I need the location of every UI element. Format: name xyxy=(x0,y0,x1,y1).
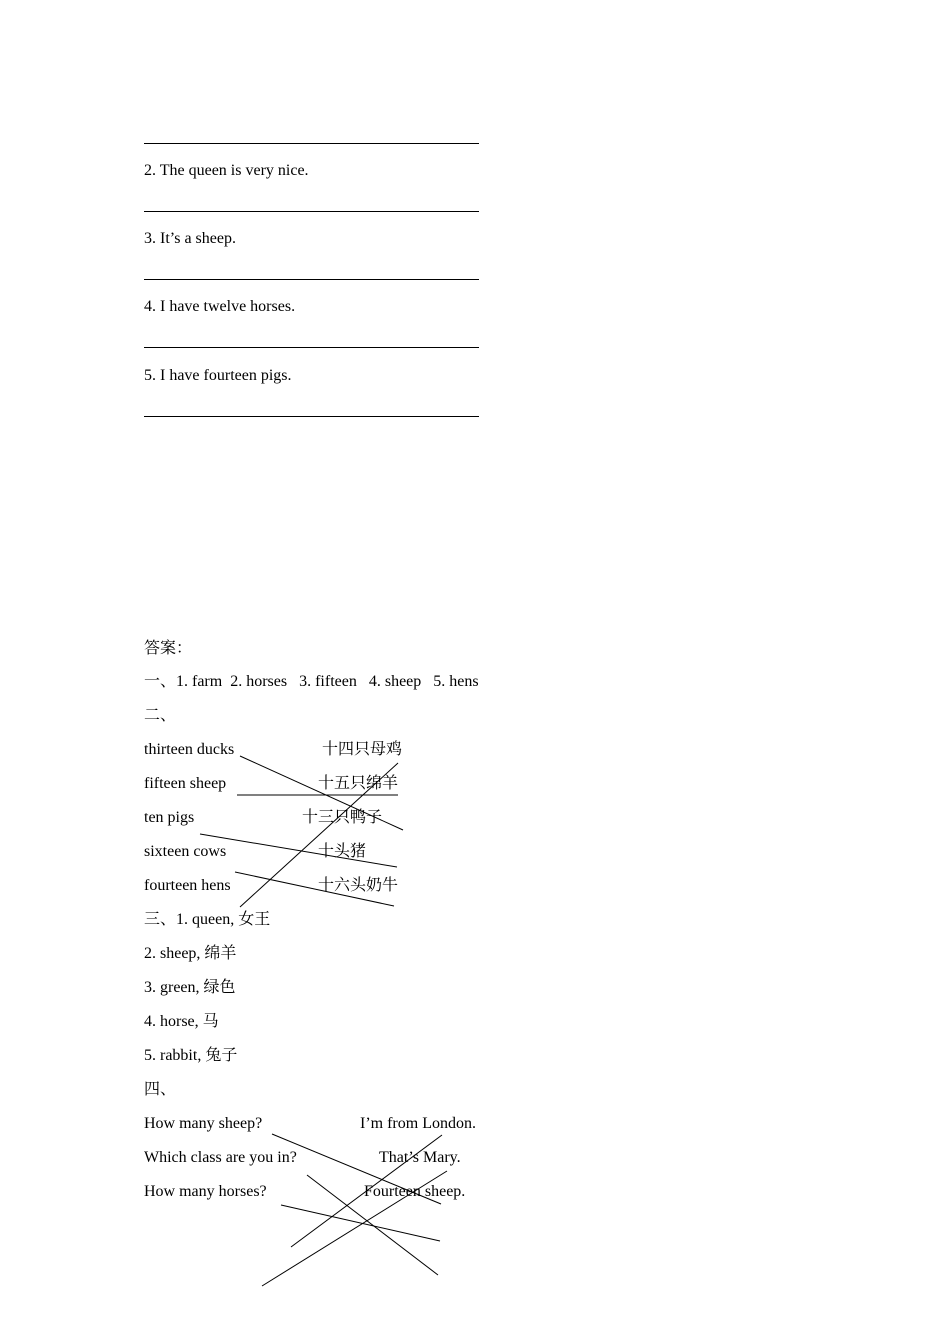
match-left-item: How many horses? xyxy=(144,1183,267,1200)
match-line xyxy=(200,834,397,867)
match-right-item: 十头猪 xyxy=(318,843,367,860)
exercise-item: 2. The queen is very nice. xyxy=(144,162,309,179)
answer-blank-line xyxy=(144,143,479,144)
exercise-item: 5. I have fourteen pigs. xyxy=(144,367,292,384)
answer-blank-line xyxy=(144,416,479,417)
answer-blank-line xyxy=(144,211,479,212)
match-left-item: How many sheep? xyxy=(144,1115,263,1132)
match-left-item: fourteen hens xyxy=(144,877,231,894)
exercise-item: 3. It’s a sheep. xyxy=(144,230,236,247)
exercise-item: 4. I have twelve horses. xyxy=(144,298,296,315)
match-right-item: I’m from London. xyxy=(360,1115,476,1132)
answer-blank-line xyxy=(144,347,479,348)
answers-part4-label: 四、 xyxy=(144,1081,177,1098)
answers-part2-label: 二、 xyxy=(144,707,177,724)
answers-part3-item: 2. sheep, 绵羊 xyxy=(144,945,237,962)
match-right-item: 十五只绵羊 xyxy=(318,775,399,792)
match-right-item: 十三只鸭子 xyxy=(302,809,383,826)
answers-heading: 答案： xyxy=(144,640,193,657)
answers-part3-item: 5. rabbit, 兔子 xyxy=(144,1047,238,1064)
match-line xyxy=(281,1205,440,1241)
match-right-item: 十六头奶牛 xyxy=(318,877,399,894)
match-left-item: thirteen ducks xyxy=(144,741,235,758)
match-right-item: That’s Mary. xyxy=(379,1149,461,1166)
match-left-item: Which class are you in? xyxy=(144,1149,297,1166)
answers-part3-item: 4. horse, 马 xyxy=(144,1013,219,1030)
match-right-item: 十四只母鸡 xyxy=(322,741,403,758)
match-left-item: fifteen sheep xyxy=(144,775,227,792)
match-left-item: ten pigs xyxy=(144,809,195,826)
answer-blank-line xyxy=(144,279,479,280)
answers-part3-item: 3. green, 绿色 xyxy=(144,979,236,996)
match-right-item: Fourteen sheep. xyxy=(364,1183,466,1200)
answers-part3-item: 三、1. queen, 女王 xyxy=(144,911,271,928)
match-left-item: sixteen cows xyxy=(144,843,227,860)
answers-part1: 一、1. farm 2. horses 3. fifteen 4. sheep 5. hens xyxy=(144,673,479,690)
